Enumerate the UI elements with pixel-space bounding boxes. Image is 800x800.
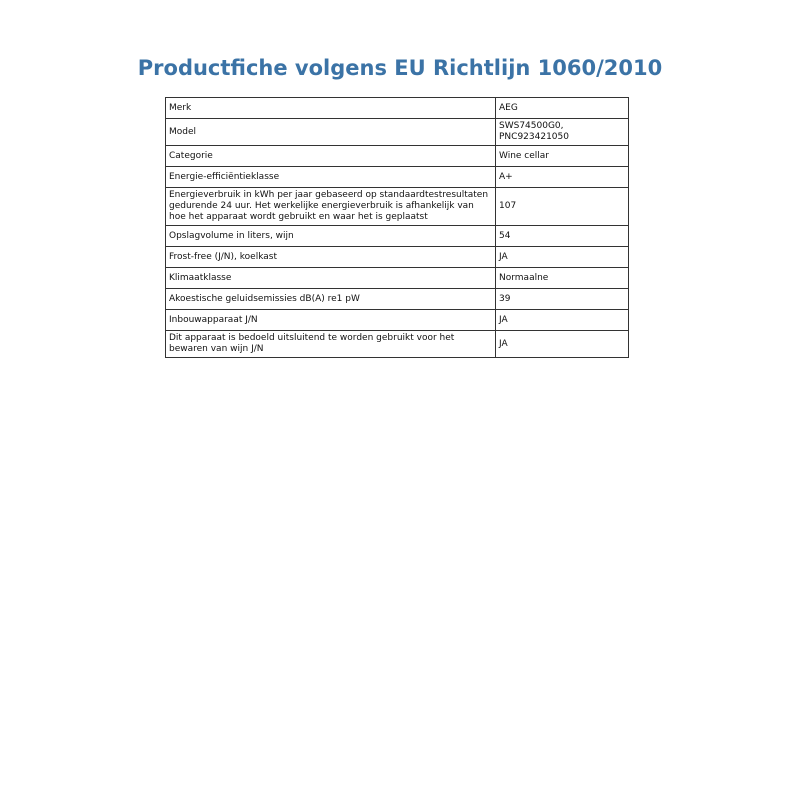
table-row — [166, 98, 629, 119]
row-label-inbouwapparaat: Inbouwapparaat J/N — [166, 310, 496, 331]
row-label-frost-free: Frost-free (J/N), koelkast — [166, 247, 496, 268]
row-label-categorie: Categorie — [166, 146, 496, 167]
table-row — [166, 331, 629, 358]
product-fiche-table — [165, 97, 629, 358]
row-label-model: Model — [166, 119, 496, 146]
table-row — [166, 289, 629, 310]
row-value-merk: AEG — [496, 98, 629, 119]
row-value-geluidsemissies: 39 — [496, 289, 629, 310]
row-label-geluidsemissies: Akoestische geluidsemissies dB(A) re1 pW — [166, 289, 496, 310]
table-row — [166, 188, 629, 226]
row-label-energieklasse: Energie-efficiëntieklasse — [166, 167, 496, 188]
row-value-categorie: Wine cellar — [496, 146, 629, 167]
page-title: Productfiche volgens EU Richtlijn 1060/2010 — [137, 56, 663, 80]
row-value-energieverbruik: 107 — [496, 188, 629, 226]
row-label-merk: Merk — [166, 98, 496, 119]
row-value-opslagvolume: 54 — [496, 226, 629, 247]
row-value-model: SWS74500G0, PNC923421050 — [496, 119, 629, 146]
table-row — [166, 310, 629, 331]
table-row — [166, 167, 629, 188]
table-row — [166, 268, 629, 289]
row-label-energieverbruik: Energieverbruik in kWh per jaar gebaseerd op standaardtestresultaten gedurende 24 uur. Het werkelijke energieverbruik is afhankelijk van hoe het apparaat wordt gebruikt en waar het is geplaatst — [166, 188, 496, 226]
row-value-inbouwapparaat: JA — [496, 310, 629, 331]
row-label-wijn-gebruik: Dit apparaat is bedoeld uitsluitend te worden gebruikt voor het bewaren van wijn J/N — [166, 331, 496, 358]
row-label-opslagvolume: Opslagvolume in liters, wijn — [166, 226, 496, 247]
table-row — [166, 247, 629, 268]
row-value-klimaatklasse: Normaalne — [496, 268, 629, 289]
table-row — [166, 226, 629, 247]
table-row — [166, 146, 629, 167]
row-value-wijn-gebruik: JA — [496, 331, 629, 358]
row-label-klimaatklasse: Klimaatklasse — [166, 268, 496, 289]
row-value-energieklasse: A+ — [496, 167, 629, 188]
table-row — [166, 119, 629, 146]
row-value-frost-free: JA — [496, 247, 629, 268]
